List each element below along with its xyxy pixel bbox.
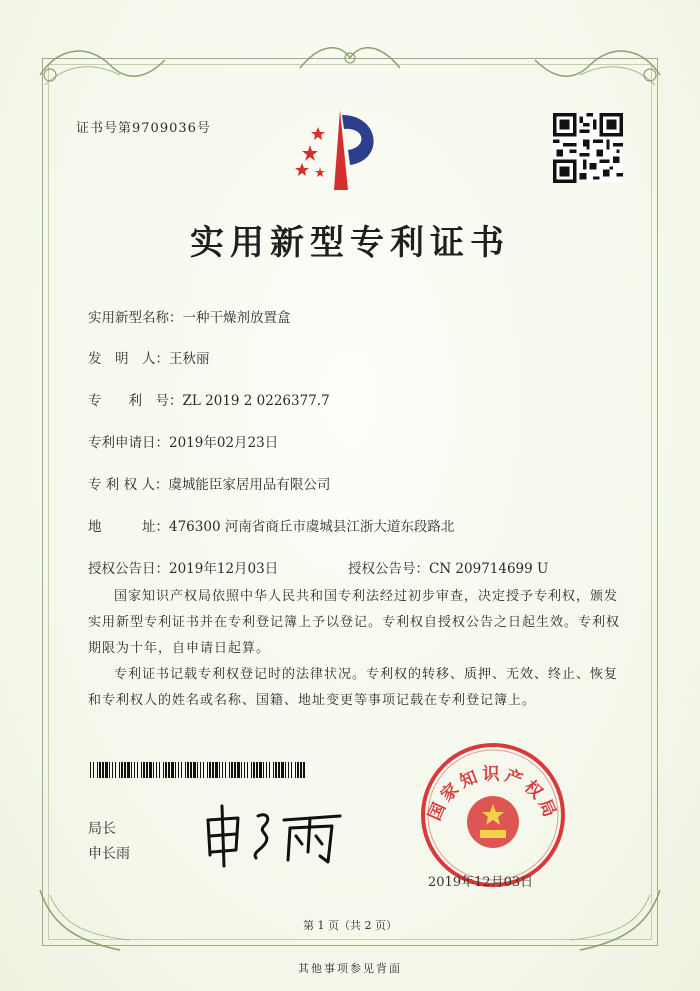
- grant-date-row: [88, 557, 278, 577]
- grant-statement-paragraph: 国家知识产权局依照中华人民共和国专利法经过初步审查，决定授予专利权，颁发实用新型专利证书并在专利登记簿上予以登记。专利权自授权公告之日起生效。专利权期限为十年，自申请日起算。: [88, 589, 621, 656]
- grant-number-label: 授权公告号：: [348, 561, 429, 577]
- seal-text: 国家知识产权局: [424, 764, 562, 824]
- director-name: 申长雨: [88, 846, 130, 862]
- corner-ornament-top-right: [530, 35, 670, 95]
- name-label: 实用新型名称：: [88, 310, 183, 326]
- name-value: 一种干燥剂放置盒: [182, 310, 291, 326]
- grant-number-row: [348, 557, 548, 577]
- filing-date-row: [88, 431, 278, 451]
- filing-date-label: 专利申请日：: [88, 435, 169, 451]
- patent-office-logo: [290, 105, 390, 195]
- director-signature: [200, 800, 350, 870]
- grant-date-value: 2019年12月03日: [169, 561, 279, 577]
- corner-ornament-top-left: [30, 35, 170, 95]
- certificate-title: 实用新型专利证书: [190, 223, 510, 263]
- inventor-label: 发 明 人：: [88, 351, 169, 367]
- barcode: [90, 762, 305, 778]
- patentee-label: 专 利 权 人：: [88, 477, 169, 493]
- patent-number-row: [88, 389, 330, 409]
- filing-date-value: 2019年02月23日: [169, 435, 279, 451]
- certificate-number: 证书号第9709036号: [76, 121, 211, 136]
- qr-code: [553, 113, 623, 183]
- name-row: [88, 306, 291, 326]
- grant-number-value: CN 209714699 U: [429, 561, 549, 577]
- patent-number-value: ZL 2019 2 0226377.7: [182, 393, 330, 409]
- patent-number-label: 专 利 号：: [88, 393, 183, 409]
- official-seal: [418, 740, 568, 890]
- patentee-value: 虞城能臣家居用品有限公司: [168, 477, 331, 493]
- grant-date-label: 授权公告日：: [88, 561, 169, 577]
- top-center-ornament: [290, 38, 410, 78]
- footer-note: 其他事项参见背面: [298, 962, 402, 975]
- patentee-row: [88, 473, 330, 493]
- address-label: 地 址：: [88, 519, 169, 535]
- address-row: [88, 515, 454, 535]
- address-value: 476300 河南省商丘市虞城县江浙大道东段路北: [169, 519, 455, 535]
- seal-date: 2019年12月03日: [428, 875, 534, 890]
- director-title: 局长: [88, 821, 116, 837]
- page-number: 第 1 页（共 2 页）: [303, 919, 397, 932]
- inventor-row: [88, 347, 210, 367]
- legal-status-paragraph: 专利证书记载专利权登记时的法律状况。专利权的转移、质押、无效、终止、恢复和专利权人的姓名或名称、国籍、地址变更等事项记载在专利登记簿上。: [88, 667, 619, 708]
- inventor-value: 王秋丽: [169, 351, 210, 367]
